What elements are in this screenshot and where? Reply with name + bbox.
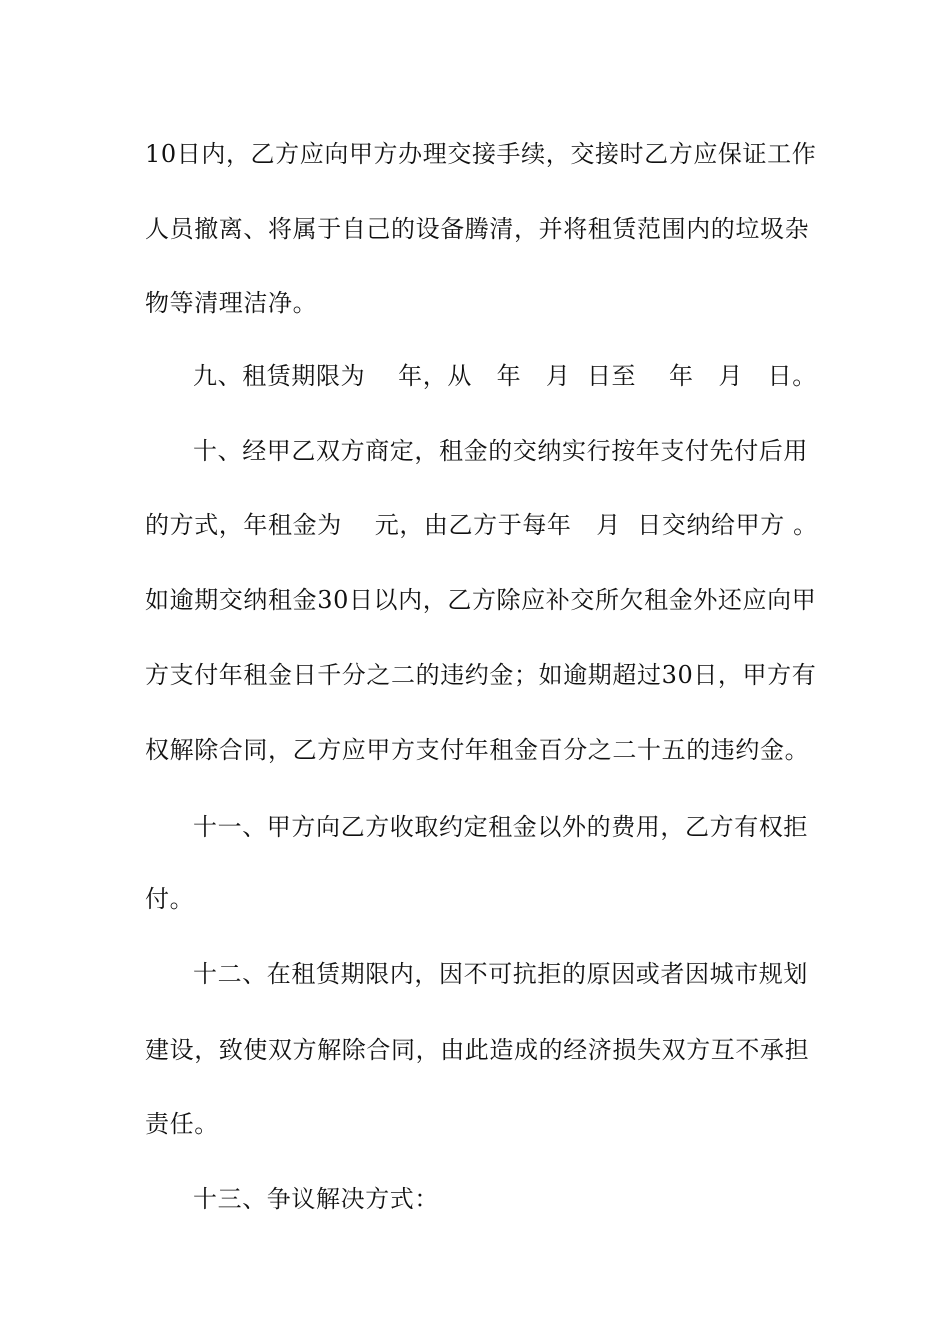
clause-10-line: 十、经甲乙双方商定，租金的交纳实行按年支付先付后用	[193, 437, 808, 465]
paragraph-line: 10日内，乙方应向甲方办理交接手续，交接时乙方应保证工作	[145, 140, 817, 168]
paragraph-line: 的方式，年租金为 元，由乙方于每年 月 日交纳给甲方 。	[145, 511, 818, 539]
paragraph-line: 付。	[145, 885, 195, 913]
paragraph-line: 建设，致使双方解除合同，由此造成的经济损失双方互不承担	[145, 1036, 810, 1064]
clause-13-heading: 十三、争议解决方式：	[193, 1185, 439, 1213]
paragraph-line: 物等清理洁净。	[145, 289, 318, 317]
clause-12-line: 十二、在租赁期限内，因不可抗拒的原因或者因城市规划	[193, 960, 808, 988]
clause-11-line: 十一、甲方向乙方收取约定租金以外的费用，乙方有权拒	[193, 813, 808, 841]
clause-9-line: 九、租赁期限为 年，从 年 月 日至 年 月 日。	[193, 362, 817, 390]
paragraph-line: 如逾期交纳租金30日以内，乙方除应补交所欠租金外还应向甲	[145, 586, 817, 614]
paragraph-line: 权解除合同，乙方应甲方支付年租金百分之二十五的违约金。	[145, 736, 810, 764]
paragraph-line: 人员撤离、将属于自己的设备腾清，并将租赁范围内的垃圾杂	[145, 215, 810, 243]
paragraph-line: 方支付年租金日千分之二的违约金；如逾期超过30日，甲方有	[145, 661, 817, 689]
paragraph-line: 责任。	[145, 1110, 219, 1138]
